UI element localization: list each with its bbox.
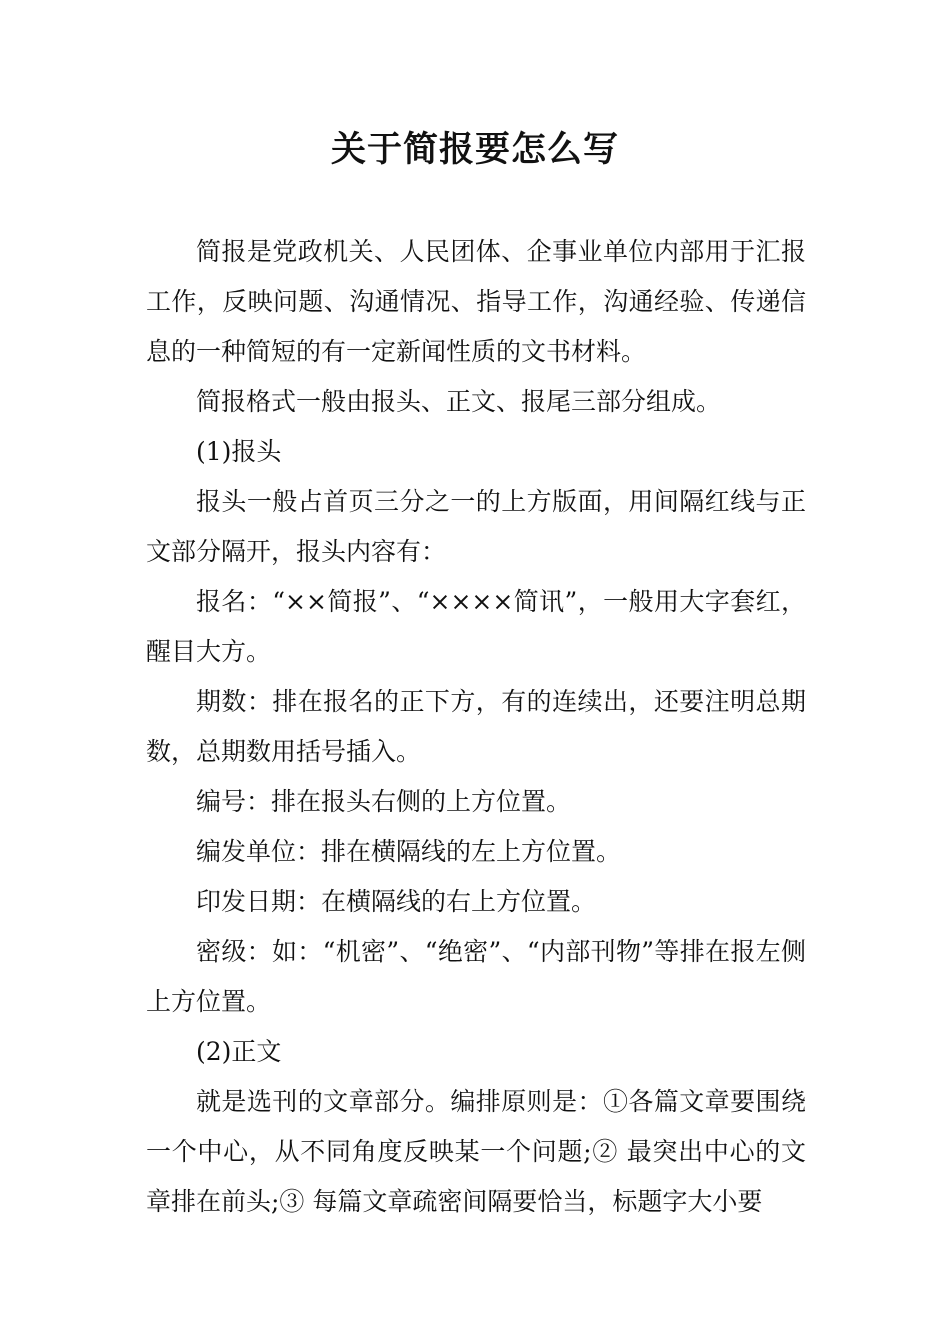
paragraph-report-name: 报名：“××简报”、“××××简讯”，一般用大字套红，醒目大方。	[146, 587, 806, 666]
document-body	[146, 227, 806, 1227]
heading-main-text: (2)正文	[196, 1037, 282, 1066]
paragraph-security-level: 密级：如：“机密”、“绝密”、“内部刊物”等排在报左侧上方位置。	[146, 937, 806, 1016]
paragraph-format: 简报格式一般由报头、正文、报尾三部分组成。	[196, 387, 722, 416]
paragraph-masthead: 报头一般占首页三分之一的上方版面，用间隔红线与正文部分隔开，报头内容有：	[146, 487, 806, 566]
paragraph-issuing-unit: 编发单位：排在横隔线的左上方位置。	[196, 837, 622, 866]
paragraph-main-text: 就是选刊的文章部分。编排原则是：①各篇文章要围绕一个中心，从不同角度反映某一个问题;② 最突出中心的文章排在前头;③ 每篇文章疏密间隔要恰当，标题字大小要	[146, 1087, 806, 1216]
paragraph-definition: 简报是党政机关、人民团体、企事业单位内部用于汇报工作，反映问题、沟通情况、指导工作，沟通经验、传递信息的一种简短的有一定新闻性质的文书材料。	[146, 237, 806, 366]
paragraph-issue-number: 期数：排在报名的正下方，有的连续出，还要注明总期数，总期数用括号插入。	[146, 687, 806, 766]
paragraph-issue-date: 印发日期：在横隔线的右上方位置。	[196, 887, 597, 916]
heading-masthead: (1)报头	[196, 437, 282, 466]
document-title: 关于简报要怎么写	[330, 130, 619, 170]
paragraph-serial-number: 编号：排在报头右侧的上方位置。	[196, 787, 572, 816]
